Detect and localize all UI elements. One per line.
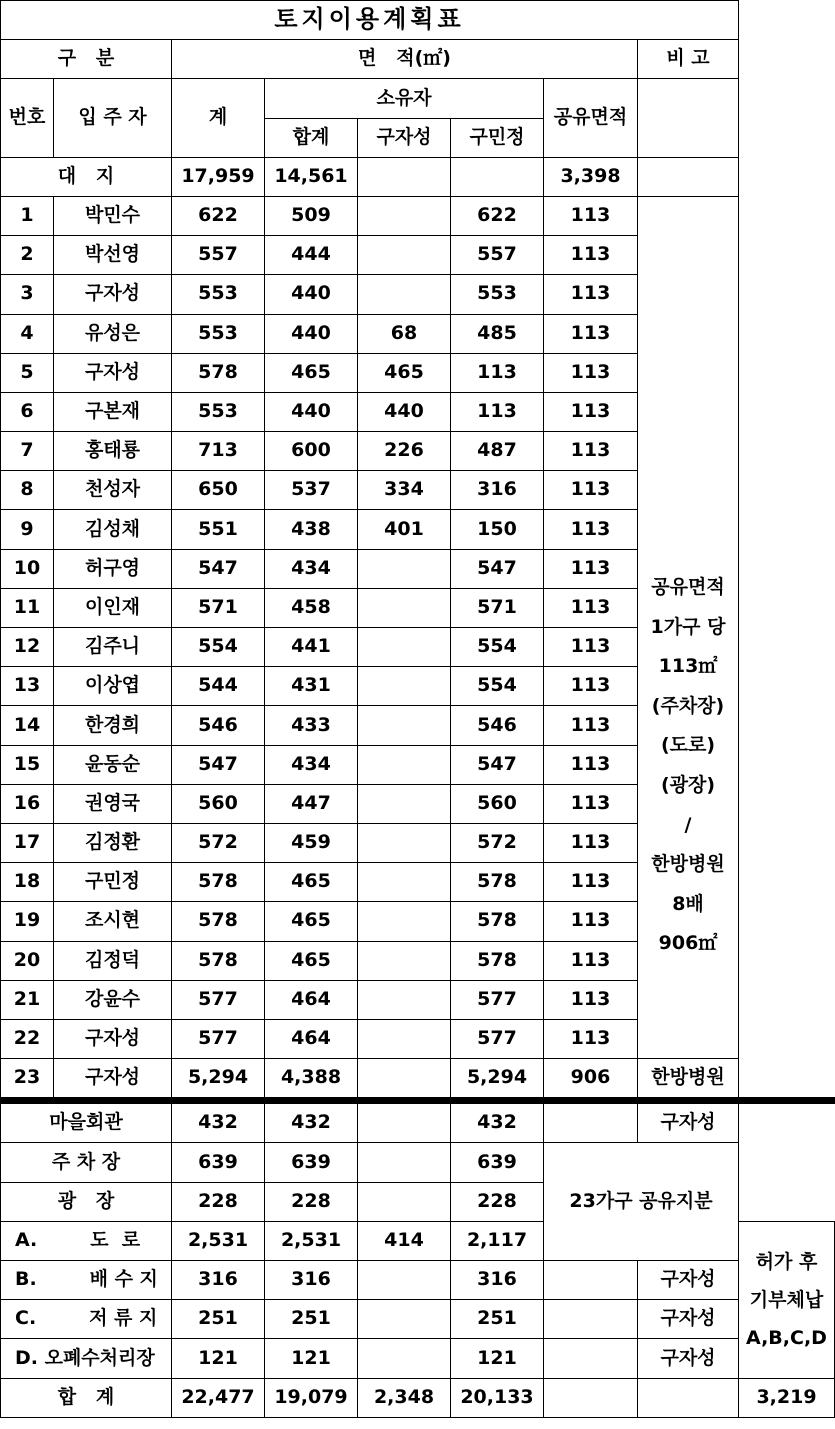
row-number: 21 — [1, 980, 54, 1019]
row-total: 553 — [172, 314, 265, 353]
facility-total: 316 — [172, 1261, 265, 1300]
facility-label: 주 차 장 — [1, 1143, 172, 1182]
permit-note — [739, 1221, 835, 1378]
row-total: 557 — [172, 236, 265, 275]
row-owner-b: 547 — [451, 549, 544, 588]
row-subtotal: 465 — [265, 902, 358, 941]
facility-owner-b: 639 — [451, 1143, 544, 1182]
table-row — [1, 1059, 835, 1101]
row-owner-b: 578 — [451, 863, 544, 902]
row-owner-b: 546 — [451, 706, 544, 745]
row-number: 6 — [1, 392, 54, 431]
row-shared: 113 — [544, 902, 638, 941]
resident-name: 김주니 — [54, 628, 172, 667]
grand-total: 22,477 — [172, 1378, 265, 1417]
facility-row — [1, 1300, 835, 1339]
row-number: 18 — [1, 863, 54, 902]
row-number: 2 — [1, 236, 54, 275]
note-line: 8배 — [672, 892, 704, 915]
row-owner-a — [358, 588, 451, 627]
facility-label: A. 도 로 — [1, 1221, 172, 1260]
row-owner-b: 113 — [451, 353, 544, 392]
row-shared: 113 — [544, 863, 638, 902]
row-shared: 113 — [544, 392, 638, 431]
resident-name: 김정환 — [54, 823, 172, 862]
header-shared-area: 공유면적 — [544, 79, 638, 157]
row-total: 560 — [172, 784, 265, 823]
row-total: 551 — [172, 510, 265, 549]
row-owner-a — [358, 196, 451, 235]
resident-name: 구자성 — [54, 1019, 172, 1058]
grand-extra: 3,219 — [739, 1378, 835, 1417]
row-number: 10 — [1, 549, 54, 588]
facility-row — [1, 1339, 835, 1378]
facility-owner-b: 432 — [451, 1101, 544, 1143]
row-owner-b: 554 — [451, 628, 544, 667]
row-subtotal: 464 — [265, 1019, 358, 1058]
row-total: 547 — [172, 745, 265, 784]
row-shared: 113 — [544, 314, 638, 353]
header-subtotal: 합계 — [265, 118, 358, 157]
row-shared: 113 — [544, 823, 638, 862]
row-owner-a — [358, 236, 451, 275]
row-total: 577 — [172, 1019, 265, 1058]
row-shared: 113 — [544, 628, 638, 667]
row-owner-b: 5,294 — [451, 1059, 544, 1101]
row-owner-b: 622 — [451, 196, 544, 235]
row-subtotal: 4,388 — [265, 1059, 358, 1101]
facility-subtotal: 228 — [265, 1182, 358, 1221]
facility-total: 121 — [172, 1339, 265, 1378]
row-number: 12 — [1, 628, 54, 667]
header-owner: 소유자 — [265, 79, 544, 118]
facility-subtotal: 316 — [265, 1261, 358, 1300]
row-shared: 113 — [544, 275, 638, 314]
row-subtotal: 464 — [265, 980, 358, 1019]
permit-note-line: A,B,C,D — [746, 1326, 827, 1349]
header-division: 구 분 — [1, 40, 172, 79]
resident-name: 권영국 — [54, 784, 172, 823]
header-owner-a: 구자성 — [358, 118, 451, 157]
row-shared: 113 — [544, 236, 638, 275]
row-number: 3 — [1, 275, 54, 314]
facility-subtotal: 121 — [265, 1339, 358, 1378]
row-subtotal: 465 — [265, 863, 358, 902]
row-shared: 113 — [544, 471, 638, 510]
row-subtotal: 458 — [265, 588, 358, 627]
table-row — [1, 196, 835, 235]
row-shared: 906 — [544, 1059, 638, 1101]
resident-name: 이인재 — [54, 588, 172, 627]
resident-name: 김성채 — [54, 510, 172, 549]
row-number: 11 — [1, 588, 54, 627]
facility-total: 432 — [172, 1101, 265, 1143]
row-total: 578 — [172, 863, 265, 902]
row-shared: 113 — [544, 549, 638, 588]
resident-name: 허구영 — [54, 549, 172, 588]
row-shared: 113 — [544, 941, 638, 980]
row-total: 578 — [172, 353, 265, 392]
row-shared: 113 — [544, 784, 638, 823]
grand-subtotal: 19,079 — [265, 1378, 358, 1417]
row-total: 571 — [172, 588, 265, 627]
note-line: (주차장) — [651, 694, 725, 717]
facility-total: 639 — [172, 1143, 265, 1182]
permit-note-line: 기부체납 — [749, 1288, 824, 1311]
resident-name: 이상엽 — [54, 667, 172, 706]
note-line: 공유면적 — [651, 576, 725, 599]
facility-owner-b: 2,117 — [451, 1221, 544, 1260]
row-shared: 113 — [544, 980, 638, 1019]
facility-label: 광 장 — [1, 1182, 172, 1221]
row-number: 4 — [1, 314, 54, 353]
row-owner-b: 554 — [451, 667, 544, 706]
grand-total-label: 합 계 — [1, 1378, 172, 1417]
facility-subtotal: 639 — [265, 1143, 358, 1182]
row-number: 13 — [1, 667, 54, 706]
row-subtotal: 444 — [265, 236, 358, 275]
resident-name: 홍태룡 — [54, 432, 172, 471]
row-number: 19 — [1, 902, 54, 941]
facility-row — [1, 1143, 835, 1182]
row-shared: 113 — [544, 588, 638, 627]
shared-ownership-note: 23가구 공유지분 — [544, 1143, 739, 1261]
row-total: 578 — [172, 941, 265, 980]
row-owner-a — [358, 628, 451, 667]
row-owner-a — [358, 941, 451, 980]
row-subtotal: 440 — [265, 392, 358, 431]
permit-note-line: 허가 후 — [755, 1250, 818, 1273]
land-shared: 3,398 — [544, 157, 638, 196]
row-number: 22 — [1, 1019, 54, 1058]
note-line: / — [684, 813, 692, 836]
row-subtotal: 441 — [265, 628, 358, 667]
facility-owner-b: 316 — [451, 1261, 544, 1300]
header-area: 면 적(㎡) — [172, 40, 638, 79]
row-owner-a: 440 — [358, 392, 451, 431]
resident-name: 구자성 — [54, 1059, 172, 1101]
resident-name: 조시현 — [54, 902, 172, 941]
row-owner-a: 401 — [358, 510, 451, 549]
row-owner-a — [358, 706, 451, 745]
row-subtotal: 459 — [265, 823, 358, 862]
row-owner-b: 316 — [451, 471, 544, 510]
row-total: 622 — [172, 196, 265, 235]
facility-label: C. 저 류 지 — [1, 1300, 172, 1339]
facility-label: B. 배 수 지 — [1, 1261, 172, 1300]
resident-name: 박선영 — [54, 236, 172, 275]
row-subtotal: 465 — [265, 353, 358, 392]
row-owner-a — [358, 980, 451, 1019]
header-no: 번호 — [1, 79, 54, 157]
land-total: 17,959 — [172, 157, 265, 196]
facility-subtotal: 2,531 — [265, 1221, 358, 1260]
facility-total: 251 — [172, 1300, 265, 1339]
facility-label: 마을회관 — [1, 1101, 172, 1143]
row-subtotal: 434 — [265, 549, 358, 588]
note-line: 1가구 당 — [650, 615, 726, 638]
row-owner-b: 578 — [451, 902, 544, 941]
row-owner-a — [358, 1019, 451, 1058]
row-total: 5,294 — [172, 1059, 265, 1101]
facility-remark: 구자성 — [638, 1261, 739, 1300]
resident-name: 구민정 — [54, 863, 172, 902]
row-number: 1 — [1, 196, 54, 235]
row-owner-b: 487 — [451, 432, 544, 471]
resident-name: 천성자 — [54, 471, 172, 510]
row-total: 544 — [172, 667, 265, 706]
resident-name: 구자성 — [54, 275, 172, 314]
row-subtotal: 447 — [265, 784, 358, 823]
header-remarks: 비 고 — [638, 40, 739, 79]
row-owner-b: 485 — [451, 314, 544, 353]
header-resident: 입 주 자 — [54, 79, 172, 157]
resident-name: 김정덕 — [54, 941, 172, 980]
note-line: 113㎡ — [658, 655, 718, 678]
row-subtotal: 537 — [265, 471, 358, 510]
row-shared: 113 — [544, 1019, 638, 1058]
facility-owner-b: 228 — [451, 1182, 544, 1221]
row-total: 713 — [172, 432, 265, 471]
row-number: 20 — [1, 941, 54, 980]
header-total: 계 — [172, 79, 265, 157]
row-owner-b: 560 — [451, 784, 544, 823]
row-owner-a: 68 — [358, 314, 451, 353]
resident-name: 강윤수 — [54, 980, 172, 1019]
facility-remark: 구자성 — [638, 1300, 739, 1339]
row-total: 553 — [172, 275, 265, 314]
row-total: 553 — [172, 392, 265, 431]
row-owner-a: 334 — [358, 471, 451, 510]
row-total: 572 — [172, 823, 265, 862]
resident-name: 윤동순 — [54, 745, 172, 784]
note-line: 906㎡ — [658, 932, 718, 955]
facility-total: 2,531 — [172, 1221, 265, 1260]
row-owner-b: 113 — [451, 392, 544, 431]
row-owner-b: 150 — [451, 510, 544, 549]
row-number: 16 — [1, 784, 54, 823]
row-subtotal: 465 — [265, 941, 358, 980]
shared-area-note — [638, 196, 739, 1058]
row-total: 546 — [172, 706, 265, 745]
row-owner-a — [358, 784, 451, 823]
row-owner-b: 571 — [451, 588, 544, 627]
row-total: 650 — [172, 471, 265, 510]
grand-owner-a: 2,348 — [358, 1378, 451, 1417]
row-shared: 113 — [544, 196, 638, 235]
land-label: 대 지 — [1, 157, 172, 196]
row-shared: 113 — [544, 706, 638, 745]
row-number: 8 — [1, 471, 54, 510]
row-owner-b: 547 — [451, 745, 544, 784]
note-line: (도로) — [660, 734, 716, 757]
row-subtotal: 431 — [265, 667, 358, 706]
row-owner-b: 578 — [451, 941, 544, 980]
row-subtotal: 434 — [265, 745, 358, 784]
note-line: (광장) — [660, 774, 716, 797]
row-shared: 113 — [544, 353, 638, 392]
row-owner-a — [358, 745, 451, 784]
row-subtotal: 433 — [265, 706, 358, 745]
row-number: 9 — [1, 510, 54, 549]
row-owner-b: 577 — [451, 980, 544, 1019]
row-owner-b: 557 — [451, 236, 544, 275]
resident-name: 유성은 — [54, 314, 172, 353]
row-total: 578 — [172, 902, 265, 941]
row-number: 14 — [1, 706, 54, 745]
row-owner-a — [358, 667, 451, 706]
row-shared: 113 — [544, 745, 638, 784]
row-subtotal: 440 — [265, 275, 358, 314]
facility-row — [1, 1261, 835, 1300]
row-number: 17 — [1, 823, 54, 862]
facility-remark: 구자성 — [638, 1339, 739, 1378]
row-number: 5 — [1, 353, 54, 392]
facility-owner-a: 414 — [358, 1221, 451, 1260]
facility-subtotal: 432 — [265, 1101, 358, 1143]
row-number: 23 — [1, 1059, 54, 1101]
resident-name: 구자성 — [54, 353, 172, 392]
grand-owner-b: 20,133 — [451, 1378, 544, 1417]
grand-total-row — [1, 1378, 835, 1417]
resident-name: 구본재 — [54, 392, 172, 431]
facility-label: D. 오폐수처리장 — [1, 1339, 172, 1378]
row-number: 15 — [1, 745, 54, 784]
land-subtotal: 14,561 — [265, 157, 358, 196]
row-remark: 한방병원 — [638, 1059, 739, 1101]
facility-total: 228 — [172, 1182, 265, 1221]
facility-subtotal: 251 — [265, 1300, 358, 1339]
facility-owner-b: 121 — [451, 1339, 544, 1378]
resident-name: 박민수 — [54, 196, 172, 235]
row-owner-a — [358, 275, 451, 314]
row-total: 554 — [172, 628, 265, 667]
row-subtotal: 440 — [265, 314, 358, 353]
row-owner-b: 572 — [451, 823, 544, 862]
row-total: 577 — [172, 980, 265, 1019]
row-owner-a — [358, 823, 451, 862]
row-owner-a: 226 — [358, 432, 451, 471]
table-title: 토지이용계획표 — [1, 1, 739, 40]
row-owner-a — [358, 863, 451, 902]
row-subtotal: 509 — [265, 196, 358, 235]
row-shared: 113 — [544, 432, 638, 471]
row-owner-a — [358, 902, 451, 941]
row-total: 547 — [172, 549, 265, 588]
resident-name: 한경희 — [54, 706, 172, 745]
row-owner-a — [358, 549, 451, 588]
facility-owner-b: 251 — [451, 1300, 544, 1339]
row-number: 7 — [1, 432, 54, 471]
facility-remark: 구자성 — [638, 1101, 739, 1143]
row-owner-b: 553 — [451, 275, 544, 314]
row-subtotal: 600 — [265, 432, 358, 471]
facility-row — [1, 1101, 835, 1143]
row-owner-a: 465 — [358, 353, 451, 392]
row-shared: 113 — [544, 667, 638, 706]
row-owner-b: 577 — [451, 1019, 544, 1058]
note-line: 한방병원 — [651, 853, 725, 876]
header-owner-b: 구민정 — [451, 118, 544, 157]
row-subtotal: 438 — [265, 510, 358, 549]
row-shared: 113 — [544, 510, 638, 549]
